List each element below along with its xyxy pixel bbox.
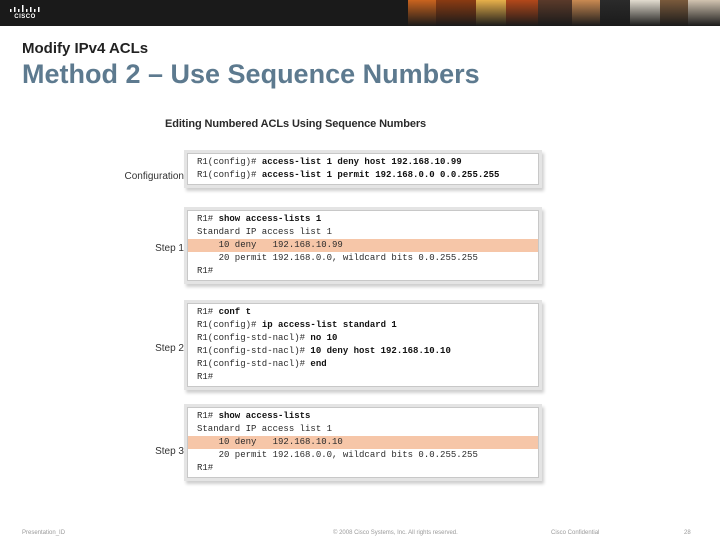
cli-prompt: R1(config-std-nacl)# bbox=[197, 359, 311, 369]
cli-output-box bbox=[187, 303, 539, 387]
cli-prompt: R1(config)# bbox=[197, 170, 262, 180]
cli-command: access-list 1 deny host 192.168.10.99 bbox=[261, 157, 462, 167]
footer-confidential: Cisco Confidential bbox=[551, 530, 600, 536]
cli-output-box bbox=[187, 210, 539, 281]
cli-prompt: R1(config)# bbox=[197, 157, 262, 167]
step-label: Step 3 bbox=[155, 446, 184, 457]
highlighted-acl-entry bbox=[188, 239, 538, 252]
cli-command: conf t bbox=[218, 307, 252, 317]
cli-line bbox=[197, 319, 529, 332]
cli-prompt: R1# bbox=[197, 214, 219, 224]
cli-prompt: R1# bbox=[197, 307, 219, 317]
cli-output-box bbox=[187, 153, 539, 185]
logo-text: CISCO bbox=[14, 14, 36, 20]
cli-line bbox=[197, 265, 529, 278]
cli-prompt: R1(config-std-nacl)# bbox=[197, 346, 311, 356]
cli-prompt: R1# bbox=[197, 372, 214, 382]
cli-line bbox=[197, 156, 529, 169]
banner-photo bbox=[408, 0, 436, 26]
cli-output-text: 10 deny 192.168.10.10 bbox=[197, 437, 343, 447]
slide-subtitle: Modify IPv4 ACLs bbox=[22, 40, 149, 57]
banner-photo bbox=[660, 0, 688, 26]
cli-output-text: Standard IP access list 1 bbox=[197, 424, 333, 434]
banner-photo bbox=[688, 0, 720, 26]
cli-output-text: Standard IP access list 1 bbox=[197, 227, 333, 237]
cli-command: ip access-list standard 1 bbox=[261, 320, 397, 330]
banner-photo bbox=[436, 0, 476, 26]
cli-command: show access-lists bbox=[218, 411, 311, 421]
cli-line bbox=[197, 213, 529, 226]
banner-photo bbox=[506, 0, 538, 26]
top-banner bbox=[0, 0, 720, 26]
banner-photo bbox=[572, 0, 600, 26]
cli-output-text: 10 deny 192.168.10.99 bbox=[197, 240, 343, 250]
cisco-bridge-icon bbox=[8, 4, 42, 14]
cli-line bbox=[197, 345, 529, 358]
photo-strip bbox=[408, 0, 720, 26]
cli-prompt: R1(config)# bbox=[197, 320, 262, 330]
footer-copyright: © 2008 Cisco Systems, Inc. All rights reserved. bbox=[333, 530, 458, 536]
cli-line bbox=[197, 449, 529, 462]
cli-prompt: R1# bbox=[197, 411, 219, 421]
cli-prompt: R1# bbox=[197, 266, 214, 276]
banner-photo bbox=[476, 0, 506, 26]
step-label: Configuration bbox=[124, 171, 184, 182]
cli-line bbox=[197, 423, 529, 436]
banner-photo bbox=[538, 0, 572, 26]
cli-output-text: 20 permit 192.168.0.0, wildcard bits 0.0.255.255 bbox=[197, 253, 478, 263]
cli-prompt: R1(config-std-nacl)# bbox=[197, 333, 311, 343]
cli-line bbox=[197, 462, 529, 475]
cli-command: access-list 1 permit 192.168.0.0 0.0.255.255 bbox=[261, 170, 500, 180]
banner-photo bbox=[630, 0, 660, 26]
highlighted-acl-entry bbox=[188, 436, 538, 449]
cli-command: no 10 bbox=[310, 333, 338, 343]
cli-line bbox=[197, 371, 529, 384]
cli-line bbox=[197, 252, 529, 265]
footer-presentation-id: Presentation_ID bbox=[22, 530, 66, 536]
cisco-logo bbox=[8, 4, 42, 22]
cli-line bbox=[197, 332, 529, 345]
cli-output-box bbox=[187, 407, 539, 478]
banner-photo bbox=[600, 0, 630, 26]
step-label: Step 1 bbox=[155, 243, 184, 254]
slide-title: Method 2 – Use Sequence Numbers bbox=[22, 59, 480, 89]
cli-line bbox=[197, 226, 529, 239]
cli-command: 10 deny host 192.168.10.10 bbox=[310, 346, 451, 356]
footer-page-number: 28 bbox=[684, 530, 691, 536]
figure-title: Editing Numbered ACLs Using Sequence Numbers bbox=[165, 118, 427, 130]
cli-line bbox=[197, 410, 529, 423]
cli-line bbox=[197, 358, 529, 371]
step-label: Step 2 bbox=[155, 343, 184, 354]
cli-command: show access-lists 1 bbox=[218, 214, 322, 224]
cli-command: end bbox=[310, 359, 327, 369]
cli-line bbox=[197, 306, 529, 319]
cli-line bbox=[197, 169, 529, 182]
cli-output-text: 20 permit 192.168.0.0, wildcard bits 0.0.255.255 bbox=[197, 450, 478, 460]
cli-prompt: R1# bbox=[197, 463, 214, 473]
